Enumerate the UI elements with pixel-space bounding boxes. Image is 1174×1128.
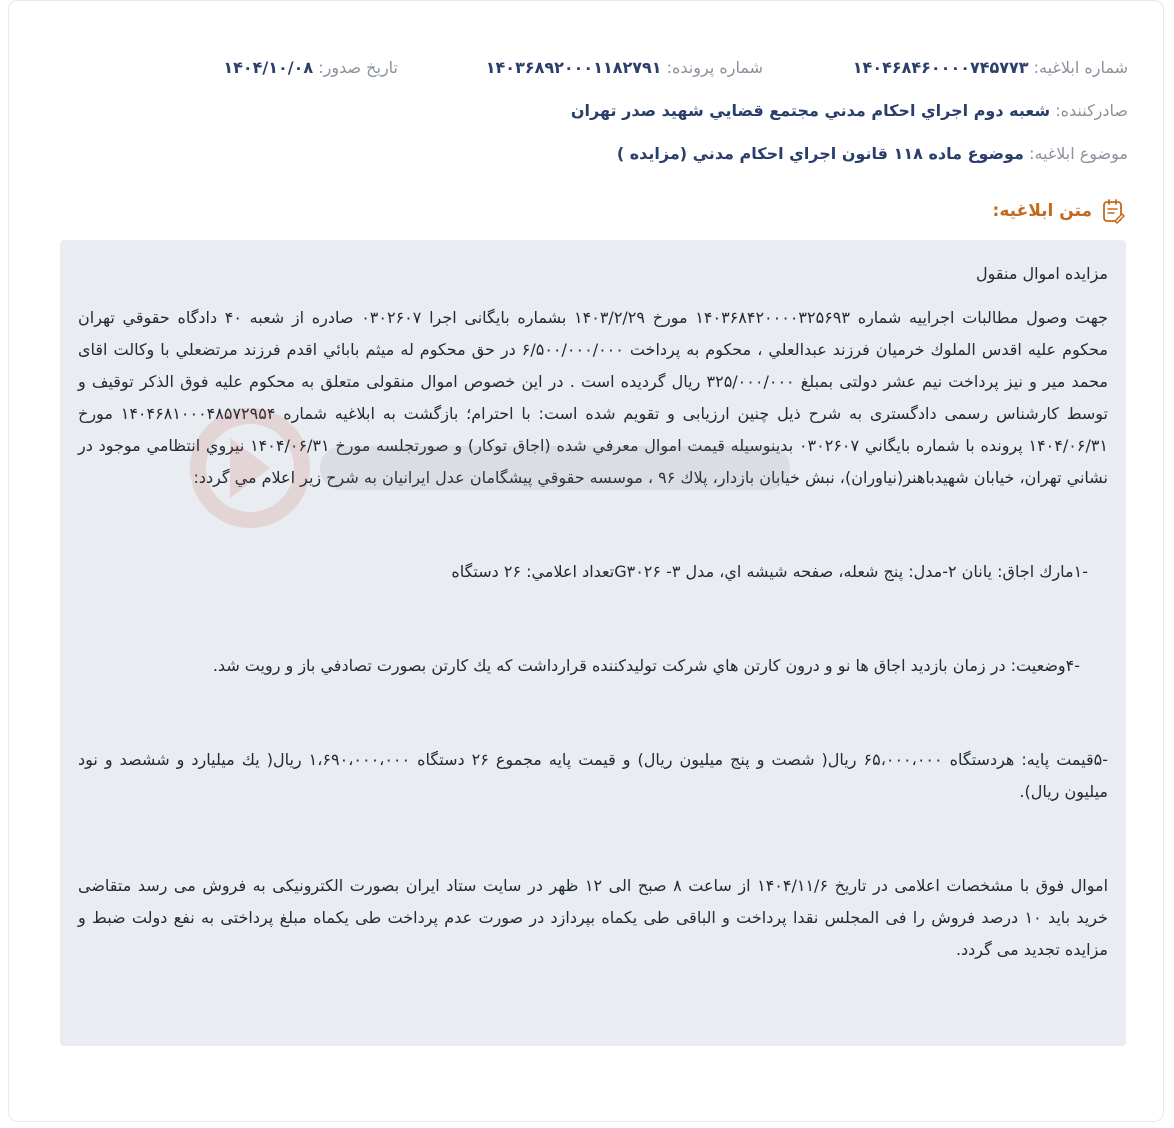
notice-text-heading (993, 198, 1126, 224)
case-number-value: ۱۴۰۳۶۸۹۲۰۰۰۱۱۸۲۷۹۱ (485, 58, 662, 77)
issue-date-value: ۱۴۰۴/۱۰/۰۸ (223, 58, 314, 77)
auction-title: مزایده اموال منقول (976, 264, 1108, 283)
issue-date (223, 58, 398, 77)
paragraph-sale-terms: اموال فوق با مشخصات اعلامی در تاریخ ۱۴۰۴/۱۱/۶ از ساعت ۸ صبح الی ۱۲ ظهر در سایت ستاد ایران بصورت الکترونیکی به فروش می رسد متقاضی خرید باید ۱۰ درصد فروش را فی المجلس نقدا پرداخت و الباقی طی یکماه بپردازد در صورت عدم پرداخت طی یکماه مبلغ پرداختی به نفع دولت ضبط و مزایده تجدید می گردد. (78, 876, 1109, 959)
subject-label: موضوع ابلاغیه: (1029, 144, 1128, 163)
issuer-label: صادرکننده: (1055, 101, 1128, 120)
case-number-label: شماره پرونده: (666, 58, 763, 77)
notice-number-label: شماره ابلاغیه: (1033, 58, 1128, 77)
paragraph-base-price: -۵قيمت پايه: هردستگاه ۶۵،۰۰۰،۰۰۰ ريال( شصت و پنج ميليون ريال) و قيمت پايه مجموع ۲۶ دستگاه ۱،۶۹۰،۰۰۰،۰۰۰ ريال( يك ميليارد و ششصد و نود ميليون ريال). (78, 750, 1109, 801)
notice-number-value: ۱۴۰۴۶۸۴۶۰۰۰۰۷۴۵۷۷۳ (852, 58, 1029, 77)
notice-number (853, 58, 1128, 77)
issuer (571, 101, 1128, 120)
subject-value: موضوع ماده ۱۱۸ قانون اجراي احكام مدني (مزایده ) (616, 144, 1024, 163)
notice-body (60, 240, 1126, 1046)
issue-date-label: تاریخ صدور: (318, 58, 398, 77)
case-number (486, 58, 763, 77)
section-title: متن ابلاغیه: (992, 201, 1092, 221)
issuer-value: شعبه دوم اجراي احكام مدني مجتمع قضايي شهيد صدر تهران (570, 101, 1051, 120)
paragraph-intro: جهت وصول مطالبات اجراییه شماره ۱۴۰۳۶۸۴۲۰۰۰۰۳۲۵۶۹۳ مورخ ۱۴۰۳/۲/۲۹ بشماره بایگانی اجرا ۰۳۰۲۶۰۷ صادره از شعبه ۴۰ دادگاه حقوقي تهران محکوم علیه اقدس الملوك خرميان فرزند عبدالعلي ، محکوم به پرداخت ۶/۵۰۰/۰۰۰/۰۰۰ در حق محكوم له ميثم بابائي اقدم فرزند مرتضعلي با وکالت اقای محمد میر و نیز پرداخت نیم عشر دولتی بمبلغ ۳۲۵/۰۰۰/۰۰۰ ریال گردیده است . در این خصوص اموال منقولی متعلق به محکوم علیه فوق الذکر توقیف و توسط کارشناس رسمی دادگستری به شرح ذیل چنین ارزیابی و تقویم شده است: با احترام؛ بازگشت به ابلاغيه شماره ۱۴۰۴۶۸۱۰۰۰۴۸۵۷۲۹۵۴ مورخ ۱۴۰۴/۰۶/۳۱ پرونده با شماره بايگاني ۰۳۰۲۶۰۷ بدينوسيله قيمت اموال معرفي شده (اجاق توكار) و صورتجلسه مورخ ۱۴۰۴/۰۶/۳۱ نيروي انتظامي موجود در نشاني تهران، خيابان شهيدباهنر(نياوران)، نبش خيابان بازدار، پلاك ۹۶ ، موسسه حقوقي پيشگامان عدل ايرانيان به شرح زير اعلام مي گردد: (78, 308, 1109, 487)
paragraph-condition: -۴وضعيت: در زمان بازديد اجاق ها نو و درون كارتن هاي شركت توليدكننده قرارداشت كه يك كارتن بصورت تصادفي باز و رويت شد. (212, 656, 1080, 675)
subject (617, 144, 1128, 163)
paragraph-items: -۱مارك اجاق: يانان ۲-مدل: پنج شعله، صفحه شيشه اي، مدل ۳- G۳۰۲۶تعداد اعلامي: ۲۶ دستگاه (451, 562, 1088, 581)
document-note-icon (1100, 198, 1126, 224)
